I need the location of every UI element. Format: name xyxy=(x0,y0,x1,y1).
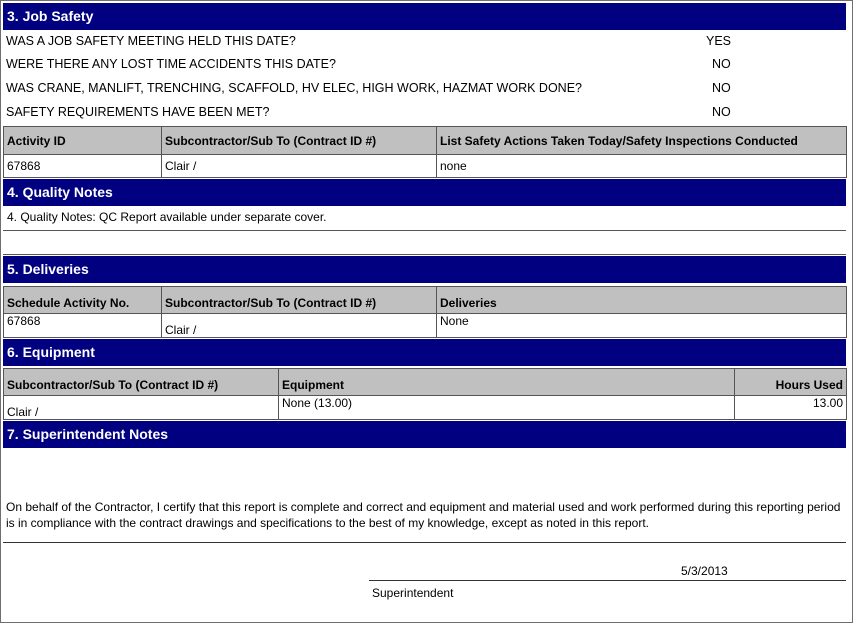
safety-answer: NO xyxy=(712,57,731,71)
schedule-activity-cell: 67868 xyxy=(4,314,162,338)
deliveries-header: 5. Deliveries xyxy=(3,256,846,283)
table-row xyxy=(4,155,847,178)
safety-answer: NO xyxy=(712,105,731,119)
job-safety-header: 3. Job Safety xyxy=(3,3,846,30)
safety-question-row xyxy=(6,81,846,101)
safety-question-row xyxy=(6,57,846,77)
safety-actions-cell: none xyxy=(437,155,847,178)
column-header-subcontractor: Subcontractor/Sub To (Contract ID #) xyxy=(4,369,279,396)
column-header-equipment: Equipment xyxy=(279,369,735,396)
safety-question-row xyxy=(6,34,846,54)
safety-question-row xyxy=(6,105,846,125)
hours-used-cell: 13.00 xyxy=(735,396,847,420)
signature-line xyxy=(369,580,846,581)
column-header-subcontractor: Subcontractor/Sub To (Contract ID #) xyxy=(162,287,437,314)
signature-date: 5/3/2013 xyxy=(681,564,728,578)
safety-question: SAFETY REQUIREMENTS HAVE BEEN MET? xyxy=(6,105,270,119)
quality-notes-header: 4. Quality Notes xyxy=(3,179,846,206)
column-header-subcontractor: Subcontractor/Sub To (Contract ID #) xyxy=(162,127,437,155)
subcontractor-cell: Clair / xyxy=(162,155,437,178)
column-header-safety-actions: List Safety Actions Taken Today/Safety Inspections Conducted xyxy=(437,127,847,155)
quality-notes-blank-row xyxy=(3,231,846,255)
activity-id-cell: 67868 xyxy=(4,155,162,178)
superintendent-notes-header: 7. Superintendent Notes xyxy=(3,421,846,448)
safety-actions-table xyxy=(3,126,847,178)
equipment-cell: None (13.00) xyxy=(279,396,735,420)
safety-answer: NO xyxy=(712,81,731,95)
column-header-schedule-activity: Schedule Activity No. xyxy=(4,287,162,314)
table-row xyxy=(4,396,847,420)
column-header-activity-id: Activity ID xyxy=(4,127,162,155)
column-header-deliveries: Deliveries xyxy=(437,287,847,314)
deliveries-table xyxy=(3,286,847,338)
quality-notes-text: 4. Quality Notes: QC Report available under separate cover. xyxy=(3,206,846,231)
safety-question: WAS CRANE, MANLIFT, TRENCHING, SCAFFOLD, HV ELEC, HIGH WORK, HAZMAT WORK DONE? xyxy=(6,81,582,95)
equipment-header: 6. Equipment xyxy=(3,339,846,366)
table-row xyxy=(4,314,847,338)
certification-statement: On behalf of the Contractor, I certify that this report is complete and correct and equipment and material used and work performed during this reporting period is in compliance with the contract drawings and specifications to the best of my knowledge, except as noted in this report. xyxy=(6,500,841,530)
equipment-table xyxy=(3,368,847,420)
safety-question: WERE THERE ANY LOST TIME ACCIDENTS THIS DATE? xyxy=(6,57,336,71)
safety-question: WAS A JOB SAFETY MEETING HELD THIS DATE? xyxy=(6,34,296,48)
safety-answer: YES xyxy=(706,34,732,48)
subcontractor-cell: Clair / xyxy=(4,396,279,420)
column-header-hours-used: Hours Used xyxy=(735,369,847,396)
divider xyxy=(3,542,846,543)
signature-label: Superintendent xyxy=(372,586,454,600)
deliveries-cell: None xyxy=(437,314,847,338)
subcontractor-cell: Clair / xyxy=(162,314,437,338)
